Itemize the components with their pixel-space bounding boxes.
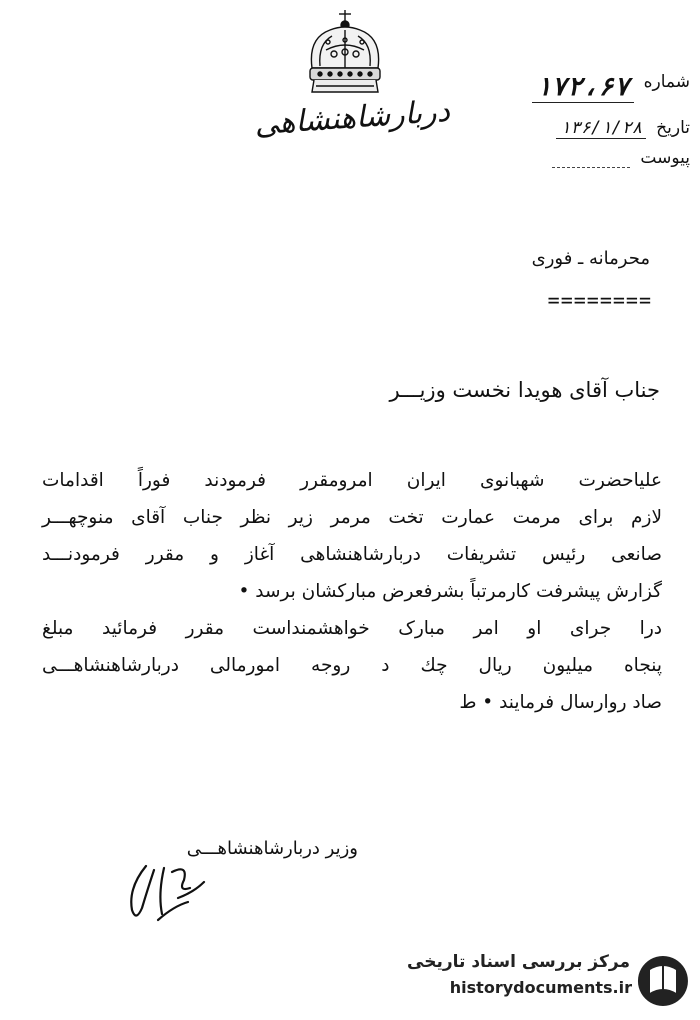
body-line: درا جرای او امر مبارک خواهشمنداست مقرر فرمائید مبلغ: [42, 618, 662, 639]
number-label: شماره: [643, 72, 690, 92]
body-line: گزارش پیشرفت کارمرتباً بشرفعرض مبارکشان برسد •: [238, 581, 662, 602]
separator-line: ========: [547, 288, 652, 312]
letter-body: [42, 462, 662, 721]
handwritten-signature: [118, 858, 218, 930]
date-label: تاریخ: [656, 118, 690, 138]
court-name-heading: دربارشاهنشاهی: [253, 93, 452, 143]
letter-number-row: [510, 72, 690, 103]
watermark: [407, 952, 690, 1012]
crown-emblem-icon: [290, 8, 400, 100]
history-documents-logo-icon: [636, 954, 690, 1008]
attachment-label: پیوست: [640, 148, 690, 168]
watermark-title: مرکز بررسی اسناد تاریخی: [407, 952, 630, 972]
attachment-value: [552, 148, 630, 168]
addressee-line: جناب آقای هویدا نخست وزیـــر: [389, 378, 660, 402]
closing-title: وزیر دربارشاهنشاهـــی: [186, 838, 358, 859]
watermark-url: historydocuments.ir: [449, 978, 632, 997]
body-line: علیاحضرت شهبانوی ایران امرومقرر فرمودند فوراً اقدامات: [42, 470, 662, 491]
body-line: صاد روارسال فرمایند • ط: [459, 692, 662, 713]
letter-attachment-row: [510, 148, 690, 168]
letter-date-row: [510, 118, 690, 139]
body-line: لازم برای مرمت عمارت تخت مرمر زیر نظر جناب آقای منوچهـــر: [42, 507, 662, 528]
body-line: صانعی رئیس تشریفات دربارشاهنشاهی آغاز و مقرر فرمودنـــد: [42, 544, 662, 565]
number-value: ۱۷۲،۶۷: [532, 72, 634, 103]
date-value: ۱۳۶/۱/۲۸: [556, 118, 646, 139]
classification-label: محرمانه ـ فوری: [531, 248, 650, 269]
body-line: پنجاه میلیون ریال چك د روجه امورمالی دربارشاهنشاهـــی: [42, 655, 662, 676]
